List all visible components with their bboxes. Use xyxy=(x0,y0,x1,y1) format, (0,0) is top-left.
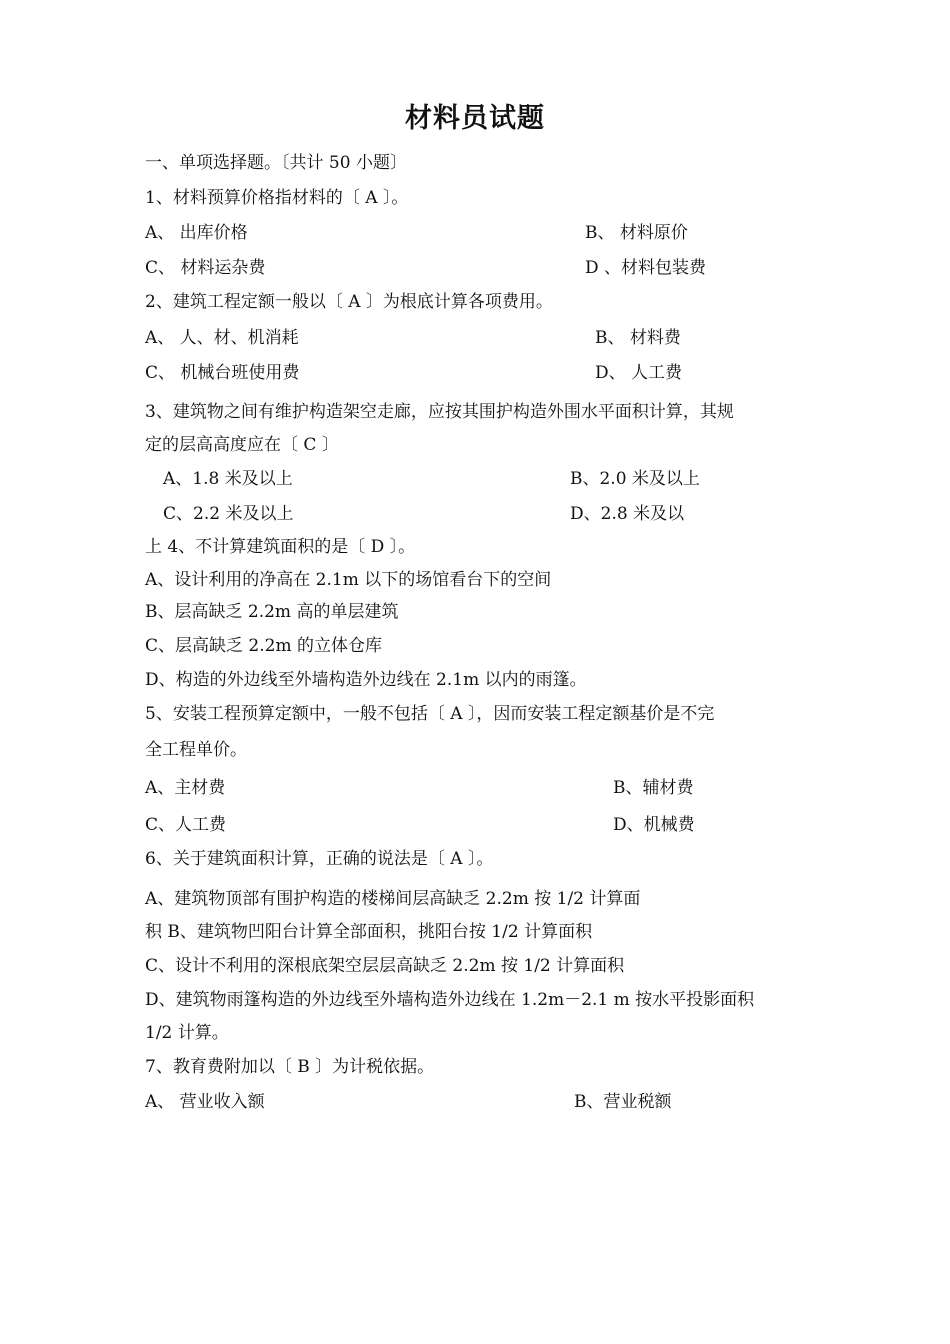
q6-option-d-line-2: 1/2 计算。 xyxy=(145,1023,229,1043)
q6-option-c: C、设计不利用的深根底架空层层高缺乏 2.2m 按 1/2 计算面积 xyxy=(145,956,625,976)
q4-option-c: C、层高缺乏 2.2m 的立体仓库 xyxy=(145,636,382,656)
q5-option-a: A、主材费 xyxy=(145,778,226,798)
q7-option-b: B、营业税额 xyxy=(574,1092,672,1112)
q7-option-a: A、 营业收入额 xyxy=(145,1092,265,1112)
q5-option-d: D、机械费 xyxy=(613,815,695,835)
q4-option-d: D、构造的外边线至外墙构造外边线在 2.1m 以内的雨篷。 xyxy=(145,670,587,690)
q6-option-b: 积 B、建筑物凹阳台计算全部面积，挑阳台按 1/2 计算面积 xyxy=(145,922,593,942)
q3-option-a: A、1.8 米及以上 xyxy=(163,469,293,489)
q4-option-a: A、设计利用的净高在 2.1m 以下的场馆看台下的空间 xyxy=(145,570,552,590)
question-3-line-2: 定的层高高度应在〔 C 〕 xyxy=(145,435,339,455)
question-4: 上 4、不计算建筑面积的是〔 D 〕。 xyxy=(145,537,416,557)
q1-option-c: C、 材料运杂费 xyxy=(145,258,266,278)
question-2: 2、建筑工程定额一般以〔 A 〕为根底计算各项费用。 xyxy=(145,292,553,312)
page-title: 材料员试题 xyxy=(405,103,545,134)
q1-option-d: D 、材料包装费 xyxy=(585,258,707,278)
q2-option-c: C、 机械台班使用费 xyxy=(145,363,300,383)
question-6: 6、关于建筑面积计算，正确的说法是〔 A 〕。 xyxy=(145,849,494,869)
q6-option-a: A、建筑物顶部有围护构造的楼梯间层高缺乏 2.2m 按 1/2 计算面 xyxy=(145,889,641,909)
q4-option-b: B、层高缺乏 2.2m 高的单层建筑 xyxy=(145,602,399,622)
q2-option-a: A、 人、材、机消耗 xyxy=(145,328,299,348)
q5-option-c: C、人工费 xyxy=(145,815,227,835)
q2-option-d: D、 人工费 xyxy=(595,363,683,383)
question-3-line-1: 3、建筑物之间有维护构造架空走廊，应按其围护构造外围水平面积计算，其规 xyxy=(145,402,734,422)
q1-option-a: A、 出库价格 xyxy=(145,223,248,243)
question-7: 7、教育费附加以〔 B 〕为计税依据。 xyxy=(145,1057,435,1077)
q3-option-b: B、2.0 米及以上 xyxy=(570,469,700,489)
q3-option-c: C、2.2 米及以上 xyxy=(163,504,294,524)
q6-option-d-line-1: D、建筑物雨篷构造的外边线至外墙构造外边线在 1.2m－2.1 m 按水平投影面积 xyxy=(145,990,755,1010)
question-1: 1、材料预算价格指材料的〔 A 〕。 xyxy=(145,188,409,208)
q2-option-b: B、 材料费 xyxy=(595,328,681,348)
section-heading: 一、单项选择题。〔共计 50 小题〕 xyxy=(145,153,407,173)
q3-option-d: D、2.8 米及以 xyxy=(570,504,685,524)
q1-option-b: B、 材料原价 xyxy=(585,223,688,243)
q5-option-b: B、辅材费 xyxy=(613,778,694,798)
question-5-line-1: 5、安装工程预算定额中，一般不包括〔 A 〕，因而安装工程定额基价是不完 xyxy=(145,704,715,724)
question-5-line-2: 全工程单价。 xyxy=(145,740,247,760)
